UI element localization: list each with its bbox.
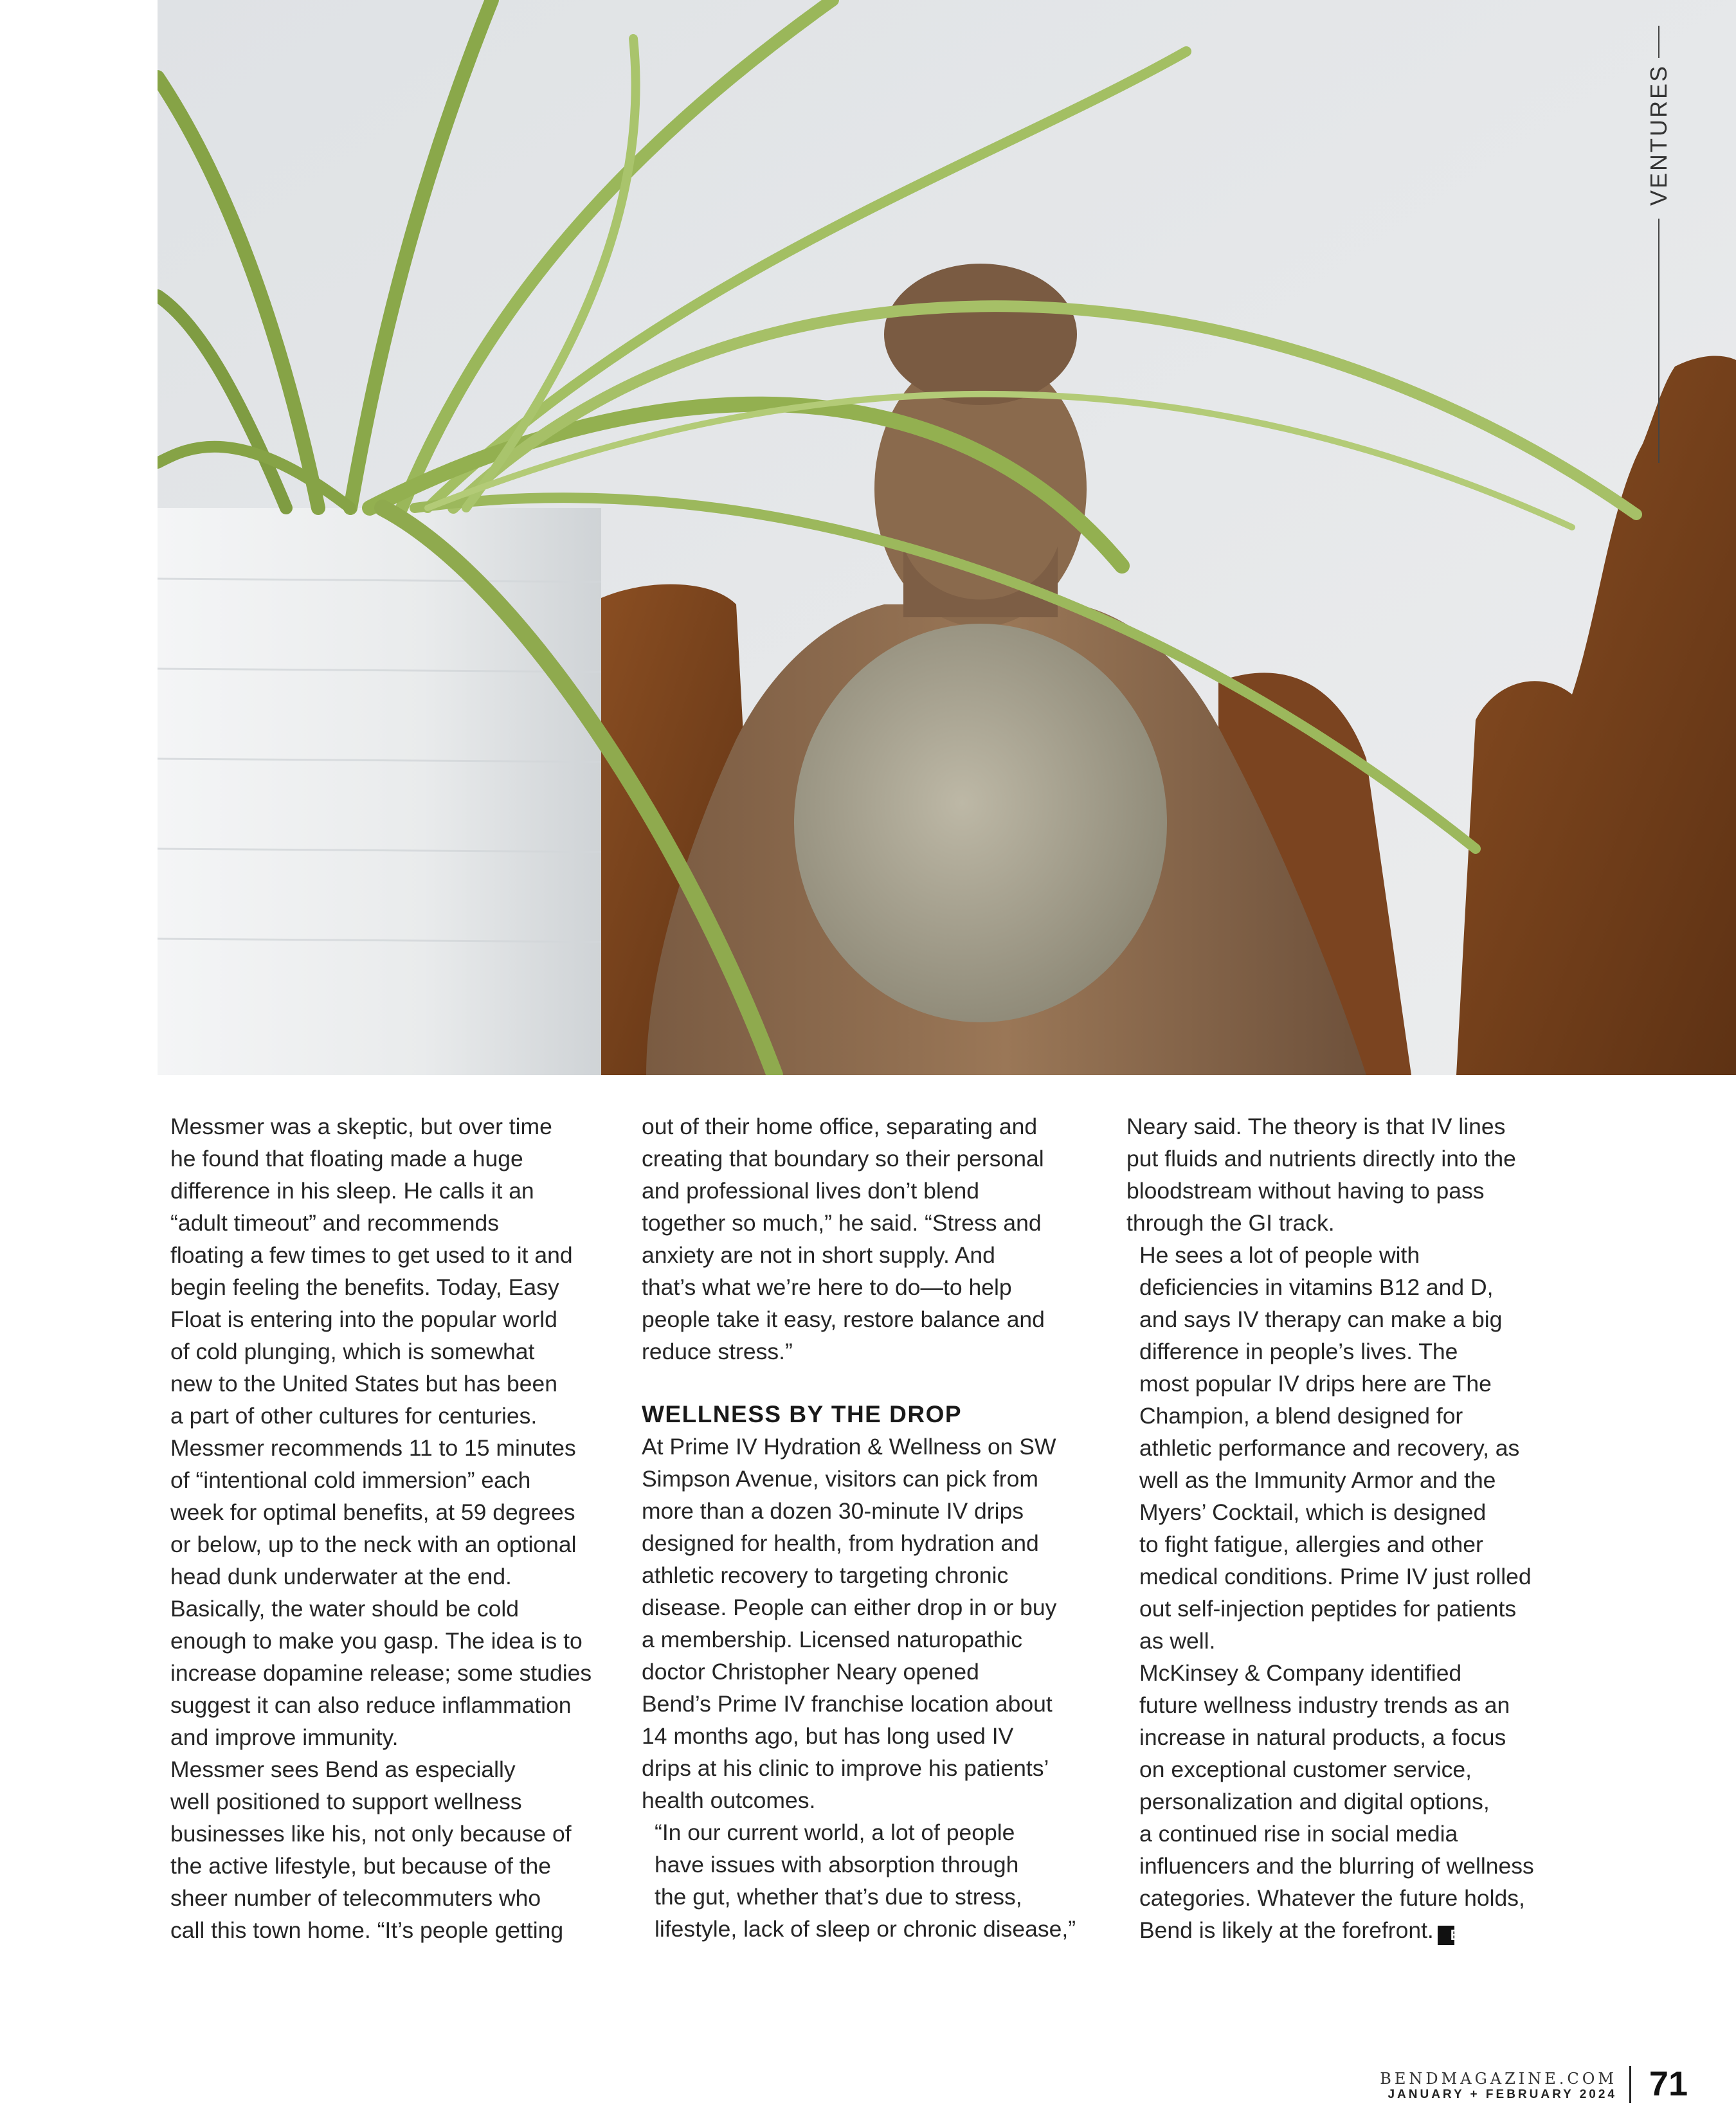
text-line: doctor Christopher Neary opened: [642, 1659, 979, 1685]
text-line: reduce stress.”: [642, 1339, 793, 1364]
end-mark-icon: B: [1438, 1926, 1454, 1945]
text-line: more than a dozen 30-minute IV drips: [642, 1498, 1024, 1524]
text-line: to fight fatigue, allergies and other: [1139, 1532, 1483, 1557]
text-line: influencers and the blurring of wellness: [1139, 1853, 1534, 1879]
text-line: as well.: [1139, 1628, 1216, 1654]
article-column-2: [642, 1110, 1098, 1945]
text-line: the gut, whether that’s due to stress,: [655, 1884, 1022, 1910]
article-column-3: [1126, 1110, 1583, 1946]
text-line: head dunk underwater at the end.: [170, 1564, 512, 1589]
text-line: Messmer sees Bend as especially: [170, 1757, 516, 1782]
paragraph: [1126, 1110, 1583, 1239]
article-column-1: [158, 1110, 614, 1946]
text-line: of cold plunging, which is somewhat: [170, 1339, 535, 1364]
text-line: a part of other cultures for centuries.: [170, 1403, 538, 1429]
text-line: categories. Whatever the future holds,: [1139, 1885, 1525, 1911]
text-line: through the GI track.: [1126, 1210, 1335, 1236]
text-line: Messmer recommends 11 to 15 minutes: [170, 1435, 576, 1461]
text-line: Messmer was a skeptic, but over time: [170, 1114, 552, 1139]
paragraph: [642, 1431, 1098, 1816]
footer-website: BENDMAGAZINE.COM: [1380, 2070, 1617, 2088]
text-line: a membership. Licensed naturopathic: [642, 1627, 1023, 1652]
text-line: a continued rise in social media: [1139, 1821, 1458, 1847]
text-line: out self-injection peptides for patients: [1139, 1596, 1517, 1622]
text-line: people take it easy, restore balance and: [642, 1307, 1045, 1332]
paragraph: [158, 1110, 614, 1753]
text-line: deficiencies in vitamins B12 and D,: [1139, 1274, 1494, 1300]
text-line: anxiety are not in short supply. And: [642, 1242, 995, 1268]
section-label: VENTURES: [1645, 64, 1672, 206]
text-line: out of their home office, separating and: [642, 1114, 1038, 1139]
text-line: increase dopamine release; some studies: [170, 1660, 592, 1686]
text-line: [1126, 1914, 1583, 1946]
paragraph: [1126, 1239, 1583, 1657]
white-pot: [158, 508, 601, 1075]
paragraph: [642, 1110, 1098, 1368]
text-line: call this town home. “It’s people getting: [170, 1917, 564, 1943]
text-line: businesses like his, not only because of: [170, 1821, 572, 1847]
section-divider-line: [1658, 219, 1659, 463]
text-line: Bend’s Prime IV franchise location about: [642, 1691, 1053, 1717]
text-line: increase in natural products, a focus: [1139, 1724, 1506, 1750]
text-line: bloodstream without having to pass: [1126, 1178, 1485, 1204]
text-line: together so much,” he said. “Stress and: [642, 1210, 1042, 1236]
text-line: suggest it can also reduce inflammation: [170, 1692, 572, 1718]
stone-disc: [794, 624, 1167, 1022]
text-line-final: Bend is likely at the forefront.: [1139, 1917, 1434, 1943]
text-line: sheer number of telecommuters who: [170, 1885, 541, 1911]
text-line: and professional lives don’t blend: [642, 1178, 979, 1204]
text-line: of “intentional cold immersion” each: [170, 1467, 531, 1493]
text-line: Float is entering into the popular world: [170, 1307, 557, 1332]
footer-issue-date: JANUARY + FEBRUARY 2024: [1388, 2088, 1617, 2101]
page-number: 71: [1649, 2065, 1688, 2103]
text-line: “In our current world, a lot of people: [655, 1820, 1015, 1845]
text-line: difference in his sleep. He calls it an: [170, 1178, 534, 1204]
text-line: Neary said. The theory is that IV lines: [1126, 1114, 1506, 1139]
text-line: and improve immunity.: [170, 1724, 399, 1750]
buddha-plant-illustration: [158, 0, 1736, 1075]
text-line: difference in people’s lives. The: [1139, 1339, 1458, 1364]
text-line: Basically, the water should be cold: [170, 1596, 519, 1622]
paragraph: [1126, 1657, 1583, 1946]
text-line: McKinsey & Company identified: [1139, 1660, 1462, 1686]
text-line: He sees a lot of people with: [1139, 1242, 1420, 1268]
text-line: on exceptional customer service,: [1139, 1757, 1472, 1782]
text-line: designed for health, from hydration and: [642, 1530, 1039, 1556]
text-line: or below, up to the neck with an optional: [170, 1532, 577, 1557]
text-line: lifestyle, lack of sleep or chronic disease,”: [655, 1916, 1076, 1942]
section-tab: [1646, 26, 1672, 463]
text-line: 14 months ago, but has long used IV: [642, 1723, 1014, 1749]
text-line: future wellness industry trends as an: [1139, 1692, 1510, 1718]
text-line: Champion, a blend designed for: [1139, 1403, 1463, 1429]
paragraph: [642, 1816, 1098, 1945]
text-line: well as the Immunity Armor and the: [1139, 1467, 1496, 1493]
feature-photo: [158, 0, 1736, 1075]
text-line: personalization and digital options,: [1139, 1789, 1490, 1814]
text-line: Simpson Avenue, visitors can pick from: [642, 1466, 1038, 1492]
text-line: creating that boundary so their personal: [642, 1146, 1044, 1171]
text-line: At Prime IV Hydration & Wellness on SW: [642, 1434, 1056, 1460]
text-line: disease. People can either drop in or buy: [642, 1595, 1057, 1620]
text-line: he found that floating made a huge: [170, 1146, 523, 1171]
text-line: medical conditions. Prime IV just rolled: [1139, 1564, 1532, 1589]
text-line: enough to make you gasp. The idea is to: [170, 1628, 583, 1654]
paragraph: [158, 1753, 614, 1946]
text-line: drips at his clinic to improve his patients’: [642, 1755, 1049, 1781]
text-line: new to the United States but has been: [170, 1371, 557, 1397]
text-line: Myers’ Cocktail, which is designed: [1139, 1499, 1487, 1525]
text-line: most popular IV drips here are The: [1139, 1371, 1492, 1397]
section-subheading: WELLNESS BY THE DROP: [642, 1401, 963, 1427]
text-line: week for optimal benefits, at 59 degrees: [170, 1499, 575, 1525]
text-line: put fluids and nutrients directly into the: [1126, 1146, 1516, 1171]
text-line: athletic performance and recovery, as: [1139, 1435, 1520, 1461]
text-line: floating a few times to get used to it and: [170, 1242, 573, 1268]
text-line: well positioned to support wellness: [170, 1789, 522, 1814]
text-line: that’s what we’re here to do—to help: [642, 1274, 1012, 1300]
text-line: athletic recovery to targeting chronic: [642, 1562, 1009, 1588]
text-line: the active lifestyle, but because of the: [170, 1853, 552, 1879]
text-line: begin feeling the benefits. Today, Easy: [170, 1274, 559, 1300]
text-line: and says IV therapy can make a big: [1139, 1307, 1503, 1332]
footer-divider: [1629, 2066, 1631, 2103]
text-line: have issues with absorption through: [655, 1852, 1019, 1877]
text-line: health outcomes.: [642, 1787, 816, 1813]
text-line: “adult timeout” and recommends: [170, 1210, 500, 1236]
